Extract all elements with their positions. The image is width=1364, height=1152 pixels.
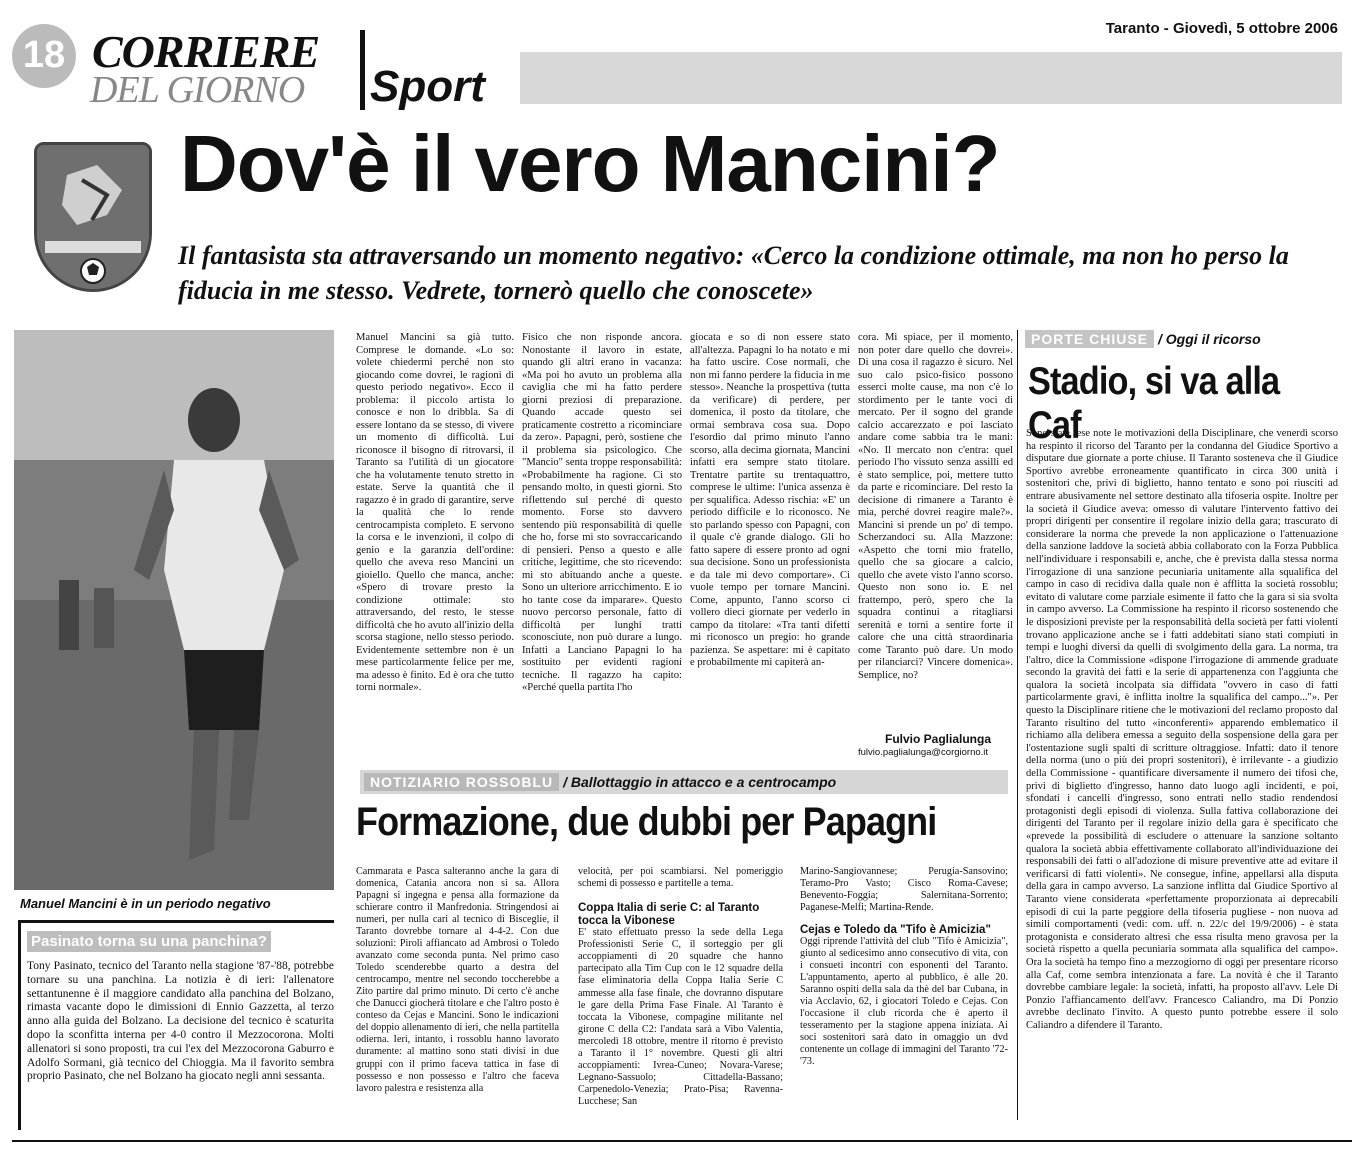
issue-date: Taranto - Giovedì, 5 ottobre 2006 xyxy=(1105,20,1338,37)
article-column-3: giocata e so di non essere stato all'altezza. Papagni lo ha notato e mi ha fatto uscire. Cose normali, che non mi fanno perdere la fiducia in me stesso». Neanche la prospettiva (tutta da verificare) di perdere, per domenica, il posto da titolare, che ormai sembrava cosa sua. Dopo l'esordio dal primo minuto l'anno scorso, alla decima giornata, Mancini infatti era sempre stato titolare. Trentatre partite su trentaquattro, comprese le ultime: l'unica assenza è per squalifica. Adesso rischia: «E' un periodo difficile e lo riconosco. Ne sto parlando spesso con Papagni, con il quale c'è grande dialogo. Gli ho fatto sapere di essere pronto ad ogni sua decisione. Sono un professionista e da tale mi devo comportare». Ci vuole tempo per tornare Mancini. Come, appunto, l'anno scorso ci vollero dieci giornate per vederlo in campo da titolare: «Tra tanti difetti mi riconosco un pregio: ho grande pazienza. Se aspettare: mi è capitato e probabilmente mi capiterà an- xyxy=(690,332,850,668)
notiziario-column-3 xyxy=(800,866,1008,1068)
notiziario-column-2 xyxy=(578,866,783,1123)
article-author: Fulvio Paglialunga xyxy=(885,732,992,746)
masthead-divider xyxy=(360,30,365,110)
coppa-italia-subhead: Coppa Italia di serie C: al Taranto tocca la Vibonese xyxy=(578,902,760,927)
club-crest-logo xyxy=(34,142,152,292)
section-label: Sport xyxy=(370,62,485,111)
notiziario-topic: / Ballottaggio in attacco e a centrocampo xyxy=(563,774,837,790)
side-article-body: Sono state rese note le motivazioni della Disciplinare, che venerdì scorso ha respinto il ricorso del Taranto per la condanna del Giudice Sportivo a disputare due giornate a porte chiuse. Il Taranto sosteneva che il Giudice Sportivo avrebbe erroneamente quantificato in circa 300 unità i sostenitori che, privi di biglietto, hanno tentato e sono poi riusciti ad entrare abusivamente nel settore destinato alla tifoseria ospite. Inoltre per la società il Giudice aveva: omesso di valutare l'intervento fattivo dei propri dirigenti per consentire il regolare inizio della gara; trascurato di considerare la norma che prevede la non applicazione o l'attenuazione della sanzione laddove la società abbia collaborato con la Forza Pubblica nell'individuare i responsabili e, anche, che è prevista dalla stessa norma l'irrogazione di una sanzione pecuniaria unitamente alla squalifica del campo in caso di recidiva dalla quale non è afflitta la società rossoblu; evitato di valutare come parziale esimente il fatto che la gara si sia svolta in campo avverso. La Commissione ha respinto il ricorso sostenendo che le disposizioni previste per la responsabilità della società per fatti violenti trovano applicazione anche se i fatti addebitati siano stati compiuti in tempi e luoghi diversi da quelli di svolgimento della gara. La norma, tra l'altro, dice la Commissione «dispone l'irrogazione di ammende graduate secondo la gravità dei fatti e la serie di appartenenza con l'aggiunta che qualora la società incolpata sia diffidata "ovvero in caso di fatti particolarmente gravi, è inflitta inoltre la squalifica del campo..."». Per questo la Disciplinare ritiene che le motivazioni del reclamo proposto dal Taranto risultino del tutto «inconferenti» apparendo emblematico il richiamo alla delibera emessa a seguito della sospensione della gara per l'ostentazione sugli spalti di scritture oltraggiose. Infatti: dato il tenore della norma (uno o più dei propri sostenitori), è irrilevante - a giudizio della Commissione - quantificare diversamente il numero dei tifosi che, privi di biglietto d'ingresso, hanno dato luogo agli incidenti, e poi, sfondati i cancelli d'ingresso, sono entrati nello stadio rendendosi protagonisti degli episodi di violenza. Sulla fattiva collaborazione dei dirigenti del Taranto per il regolare inizio della gara è specificato che «prevede la possibilità di escludere o attenuare la sanzione soltanto qualora la società abbia effettivamente collaborato all'individuazione dei responsabili dei fatti o all'adozione di misure preventive atte ad evitare il verificarsi di fatti violenti». Ne consegue, infine, appellarsi alla disputa della gara in campo avverso. La sanzione inflitta dal Giudice Sportivo al Taranto viene considerata «perfettamente proporzionata ai deprecabili episodi di cui la parte peggiore della tifoseria pugliese - non nuova ad simili comportamenti (vedi: com. uff. n. 22/c del 19/9/2006) - è stata protagonista e considerato altresì che essa risulta meno gravosa per la società rispetto a quella pecuniaria sommata alla squalifica del campo». Ora la società ha tempo fino a mezzogiorno di oggi per presentare ricorso alla Caf, come sembra intenzionata a fare. La novità è che il Taranto dovrebbe cambiare legale: la società, infatti, ha proposto all'avv. Lele Di Ponzio l'affiancamento dell'avv. Francesco Caliandro, ma Di Ponzio avrebbe declinato l'invito. A questo punto potrebbe essere il solo Caliandro a difendere il Taranto. xyxy=(1026,428,1338,1031)
player-photo xyxy=(14,330,334,890)
tifo-amicizia-body: Oggi riprende l'attività del club "Tifo è Amicizia", giunto al sedicesimo anno consecutivo di vita, con i consueti incontri con esponenti del Taranto. L'appuntamento, aperto al pubblico, è alle 20. Saranno ospiti della sala da thè del bar Cubana, in via Acclavio, 62, i giocatori Toledo e Cejas. Con l'occasione il club ricorda che è aperto il tesseramento per la stagione appena iniziata. Ai soci sostenitori sarà dato in omaggio un dvd contenente un collage di immagini del Taranto '72-'73. xyxy=(800,936,1008,1068)
tifo-amicizia-subhead: Cejas e Toledo da "Tifo è Amicizia" xyxy=(800,924,991,937)
coppa-italia-body: E' stato effettuato presso la sede della Lega Professionisti Serie C, il sorteggio per gli accoppiamenti di 20 squadre che hanno partecipato alla Tim Cup con le 12 squadre della fase eliminatoria della Coppa Italia Serie C ammesse alla fase finale, che dovranno disputare le gare della Prima Fase Finale. Al Taranto è toccata la Vibonese, compagine militante nel girone C della C2: l'andata sarà a Vibo Valentia, mercoledì 18 ottobre, mentre il ritorno è previsto a Taranto il 1° novembre. Questi gli altri accoppiamenti: Ivrea-Cuneo; Novara-Varese; Legnano-Sassuolo; Cittadella-Bassano; Carpenedolo-Venezia; Prato-Pisa; Ravenna-Lucchese; San xyxy=(578,927,783,1107)
page-number: 18 xyxy=(12,24,76,88)
notiziario-col2-intro: velocità, per poi scambiarsi. Nel pomeriggio schemi di possesso e partitelle a tema. xyxy=(578,866,783,890)
article-column-4: cora. Mi spiace, per il momento, non poter dare quello che dovrei». Di una cosa il ragazzo è sicuro. Nel suo calo psico-fisico possono esserci molte cause, ma non c'è lo stordimento per le tante voci di mercato. Per il sogno del grande calcio accarezzato e poi lasciato andare come sabbia tra le mani: «No. Il mercato non c'entra: quel periodo l'ho vissuto senza assilli ed è stato semplice, poi, mettere tutto da parte e ricominciare. Del resto la decisione di rimanere a Taranto è mia, perché dovrei reagire male?». Mancini si prende un po' di tempo. Scherzandoci su. Alla Mazzone: «Aspetto che torni mio fratello, quello che sa giocare a calcio, quello che avete visto l'anno scorso. Questo non sono io. E nel frattempo, però, spero che la squadra continui a ritagliarsi serenità e torni a sentire forte il calore che una città straordinaria come Taranto può dare. Un modo per rilanciarci? Vincere domenica». Semplice, no? xyxy=(858,332,1013,681)
pasinato-headline: Pasinato torna su una panchina? xyxy=(27,931,271,952)
side-kicker-topic: / Oggi il ricorso xyxy=(1158,331,1261,347)
subheadline: Il fantasista sta attraversando un momento negativo: «Cerco la condizione ottimale, ma non ho perso la fiducia in me stesso. Vedrete, tornerò quello che conoscete» xyxy=(178,241,1289,305)
bottom-rule xyxy=(12,1140,1352,1142)
side-kicker-row xyxy=(1025,330,1261,348)
masthead-title: CORRIERE xyxy=(92,26,320,77)
notiziario-headline: Formazione, due dubbi per Papagni xyxy=(356,800,937,844)
author-email: fulvio.paglialunga@corgiorno.it xyxy=(858,747,989,758)
column-rule xyxy=(1017,330,1018,1120)
notiziario-col3-intro: Marino-Sangiovannese; Perugia-Sansovino; Teramo-Pro Vasto; Cisco Roma-Cavese; Benevento-Foggia; Salernitana-Sorrento; Paganese-Melfi; Martina-Rende. xyxy=(800,866,1008,914)
article-column-1: Manuel Mancini sa già tutto. Comprese le domande. «Lo so: volete chiedermi perché non sto giocando come dovrei, le ragioni di questo periodo negativo». Ecco il problema: il piccolo artista lo conosce e non lo dribbla. Sa di essere lontano da se stesso, di vivere un momento di difficoltà. Lui riconosce il bisogno di ritrovarsi, il Taranto sa l'utilità di un giocatore che ha volutamente tenuto stretto in estate. Serve la quantità che il ragazzo è in grado di garantire, serve la qualità che lo rende centrocampista completo. E servono la corsa e le invenzioni, il colpo di genio e la garanzia dell'ordine: quello che aveva reso Mancini un gioiello. Quello che manca, anche: «Spero di trovare presto la condizione ottimale: sto attraversando, del resto, le stesse difficoltà che ho avuto all'inizio della scorsa stagione, nello stesso periodo. Evidentemente settembre non è un mese particolarmente felice per me, ma adesso è finito. Ed è ora che tutto torni normale». xyxy=(356,332,514,693)
notiziario-kicker-row xyxy=(360,770,1008,794)
pasinato-box xyxy=(18,920,334,1130)
notiziario-column-1: Cammarata e Pasca salteranno anche la gara di domenica, Catania ancora non si sa. Allora Papagni si ingegna e pensa alla formazione da schierare contro il Manfredonia. Stringendosi ai numeri, per nulla cari al tecnico di Bisceglie, il Taranto dovrebbe tornare al 4-4-2. Con due soluzioni: Piroli affiancato ad Ambrosi o Toledo avanzato come seconda punta. Nel primo caso Toledo scenderebbe quarto a destra del centrocampo, mentre nel secondo toccherebbe a Zito partire dal primo minuto. Di certo c'è anche che Danucci giocherà titolare e che l'altro posto è conteso da Cejas e Mancini. Sono le indicazioni del doppio allenamento di ieri, che nella partitella odierna. Ieri, intanto, i rossoblu hanno lavorato duramente: al mattino sono stati divisi in due gruppi con il primo faceva tattica in fase di possesso e non possesso e l'altro che faceva lavoro palestra e resistenza alla xyxy=(356,866,559,1094)
pasinato-body: Tony Pasinato, tecnico del Taranto nella stagione '87-'88, potrebbe tornare su una panchina. La notizia è di ieri: l'allenatore settantunenne è il maggiore candidato alla panchina del Bolzano, rimasta vacante dopo le dimissioni di Ennio Gazzetta, al terzo anno alla guida del Bolzano. La decisione del tecnico è scaturita dopo la sconfitta interna per 4-0 contro il Mezzocorona. Molti allenatori si sono proposti, tra cui l'ex del Mezzocorona Gaburro e Adolfo Sormani, già tecnico del Chioggia. Ma il favorito sembra proprio Pasinato, che nel Bolzano ha giocato negli anni sessanta. xyxy=(27,960,334,1083)
notiziario-kicker: NOTIZIARIO ROSSOBLU xyxy=(364,773,559,791)
masthead-subtitle: DEL GIORNO xyxy=(90,69,305,111)
side-headline: Stadio, si va alla Caf xyxy=(1028,360,1280,447)
article-column-2: Fisico che non risponde ancora. Nonostante il lavoro in estate, quando gli altri erano in vacanza: «Ma poi ho avuto un problema alla caviglia che mi ha fatto perdere giorni preziosi di preparazione. Quando accade questo sei praticamente costretto a ricominciare da zero». Papagni, però, sostiene che il problema sia psicologico. Che "Mancio" senta troppe responsabilità: «Probabilmente ha ragione. Ci sto pensando molto, in questi giorni. Sto riflettendo sul perché di questo momento. Forse sto davvero sentendo più responsabilità di quelle che ho, forse mi sto sovraccaricando di pensieri. Penso a questo e alle critiche, legittime, che sto ricevendo: mi sto abituando anche a queste. Sono un ulteriore arricchimento. E io ho tante cose da imparare». Questo nuovo percorso personale, fatto di difficoltà per lunghi tratti sconosciute, non può durare a lungo. Infatti a Lanciano Papagni lo ha sostituito per evidenti ragioni tecniche. Il ragazzo ha capito: «Perché quella partita l'ho xyxy=(522,332,682,693)
photo-caption: Manuel Mancini è in un periodo negativo xyxy=(20,896,271,911)
headline: Dov'è il vero Mancini? xyxy=(180,119,1000,208)
side-kicker: PORTE CHIUSE xyxy=(1025,330,1154,348)
header-band xyxy=(520,52,1342,104)
